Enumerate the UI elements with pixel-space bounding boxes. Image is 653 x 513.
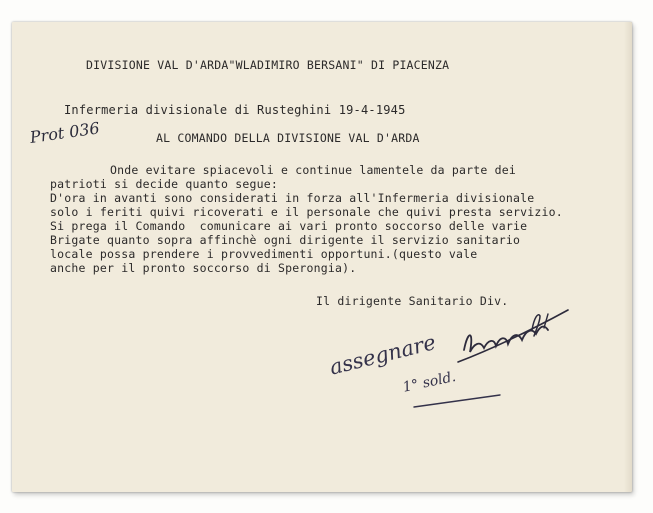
body-line-3: D'ora in avanti sono considerati in forza all'Infermeria divisionale <box>50 191 535 205</box>
body-line-1: Onde evitare spiacevoli e continue lamentele da parte dei <box>110 163 517 177</box>
body-line-2: patrioti si decide quanto segue: <box>50 177 278 191</box>
handwritten-underline <box>412 393 502 409</box>
handwritten-assignment-note: assegnare <box>327 330 439 380</box>
body-line-6: Brigate quanto sopra affinchè ogni dirigente il servizio sanitario <box>50 233 521 247</box>
handwritten-protocol-number: Prot 036 <box>28 118 101 147</box>
body-line-7: locale possa prendere i provvedimenti opportuni.(questo vale <box>50 247 478 261</box>
signer-title: Il dirigente Sanitario Div. <box>316 294 509 308</box>
handwritten-signature <box>444 300 572 372</box>
letterhead-heading: DIVISIONE VAL D'ARDA"WLADIMIRO BERSANI" DI PIACENZA <box>86 58 450 72</box>
paper-edge-shadow <box>624 22 632 492</box>
handwritten-rank-note: 1° sold. <box>401 368 458 396</box>
body-line-5: Si prega il Comando comunicare ai vari pronto soccorso delle varie <box>50 219 528 233</box>
recipient-line: AL COMANDO DELLA DIVISIONE VAL D'ARDA <box>156 131 420 145</box>
body-line-4: solo i feriti quivi ricoverati e il personale che quivi presta servizio. <box>50 205 563 219</box>
body-line-8: anche per il pronto soccorso di Sperongia). <box>50 261 357 275</box>
place-and-date-line: Infermeria divisionale di Rusteghini 19-4-1945 <box>64 103 406 117</box>
